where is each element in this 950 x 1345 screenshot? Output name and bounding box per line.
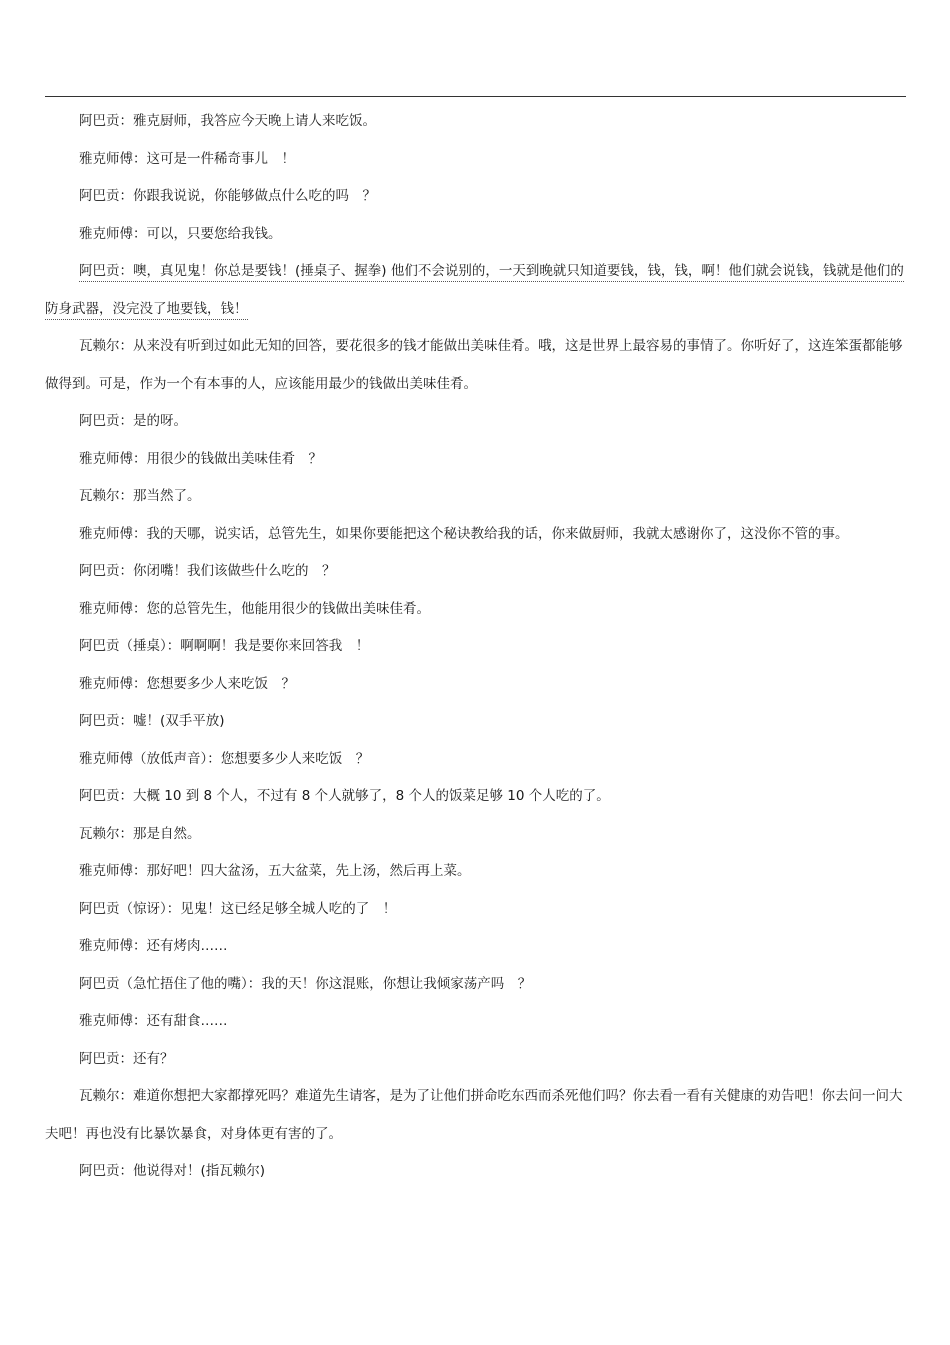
dialogue-line: 雅克师傅：用很少的钱做出美味佳肴 ？ xyxy=(79,450,322,467)
dialogue-line: 阿巴贡：大概 10 到 8 个人，不过有 8 个人就够了，8 个人的饭菜足够 10 个人吃的了。 xyxy=(79,788,610,804)
dialogue-line: 阿巴贡：你跟我说说，你能够做点什么吃的吗 ？ xyxy=(79,188,376,204)
dialogue-line: 阿巴贡：还有？ xyxy=(79,1050,174,1067)
dialogue-line: 瓦赖尔：那当然了。 xyxy=(79,488,201,504)
dialogue-line: 瓦赖尔：那是自然。 xyxy=(79,825,201,842)
dialogue-line: 阿巴贡：他说得对！(指瓦赖尔) xyxy=(79,1163,266,1179)
dialogue-line: 雅克师傅（放低声音）：您想要多少人来吃饭 ？ xyxy=(79,750,370,767)
dialogue-line: 雅克师傅：您的总管先生，他能用很少的钱做出美味佳肴。 xyxy=(79,600,430,617)
document-body xyxy=(45,103,913,1191)
dialogue-line: 瓦赖尔：从来没有听到过如此无知的回答，要花很多的钱才能做出美味佳肴。哦，这是世界上最容易的事情了。你听好了，这连笨蛋都能够做得到。可是，作为一个有本事的人，应该能用最少的钱做出美味佳肴。 xyxy=(45,338,903,392)
dialogue-line-underlined xyxy=(45,253,913,328)
underlined-text: 阿巴贡：噢，真见鬼！你总是要钱！(捶桌子、握拳) 他们不会说别的，一天到晚就只知道要钱，钱，钱，啊！他们就会说钱，钱就是他们的防身武器，没完没了地要钱，钱！ xyxy=(45,263,904,320)
dialogue-line: 阿巴贡：你闭嘴！我们该做些什么吃的 ？ xyxy=(79,563,336,579)
dialogue-line: 阿巴贡（惊讶）：见鬼！这已经足够全城人吃的了 ！ xyxy=(79,900,397,917)
dialogue-line: 雅克师傅：您想要多少人来吃饭 ？ xyxy=(79,675,295,692)
dialogue-line: 阿巴贡：嘘！(双手平放) xyxy=(79,713,225,729)
dialogue-line: 阿巴贡：是的呀。 xyxy=(79,413,187,429)
header-rule xyxy=(45,96,906,97)
dialogue-line: 雅克师傅：这可是一件稀奇事儿 ！ xyxy=(79,150,295,167)
dialogue-line: 雅克师傅：可以，只要您给我钱。 xyxy=(79,225,282,242)
dialogue-line: 雅克师傅：我的天哪，说实话，总管先生，如果你要能把这个秘诀教给我的话，你来做厨师，我就太感谢你了，这没你不管的事。 xyxy=(79,525,849,542)
dialogue-line: 雅克师傅：还有烤肉…… xyxy=(79,938,228,954)
dialogue-line: 阿巴贡：雅克厨师，我答应今天晚上请人来吃饭。 xyxy=(79,113,376,129)
dialogue-line: 瓦赖尔：难道你想把大家都撑死吗？难道先生请客，是为了让他们拼命吃东西而杀死他们吗？你去看一看有关健康的劝告吧！你去问一问大夫吧！再也没有比暴饮暴食，对身体更有害的了。 xyxy=(45,1088,903,1142)
dialogue-line: 雅克师傅：还有甜食…… xyxy=(79,1013,228,1029)
dialogue-line: 阿巴贡（捶桌）：啊啊啊！我是要你来回答我 ！ xyxy=(79,638,370,654)
dialogue-line: 阿巴贡（急忙捂住了他的嘴）：我的天！你这混账，你想让我倾家荡产吗 ？ xyxy=(79,975,532,992)
dialogue-line: 雅克师傅：那好吧！四大盆汤，五大盆菜，先上汤，然后再上菜。 xyxy=(79,863,471,879)
